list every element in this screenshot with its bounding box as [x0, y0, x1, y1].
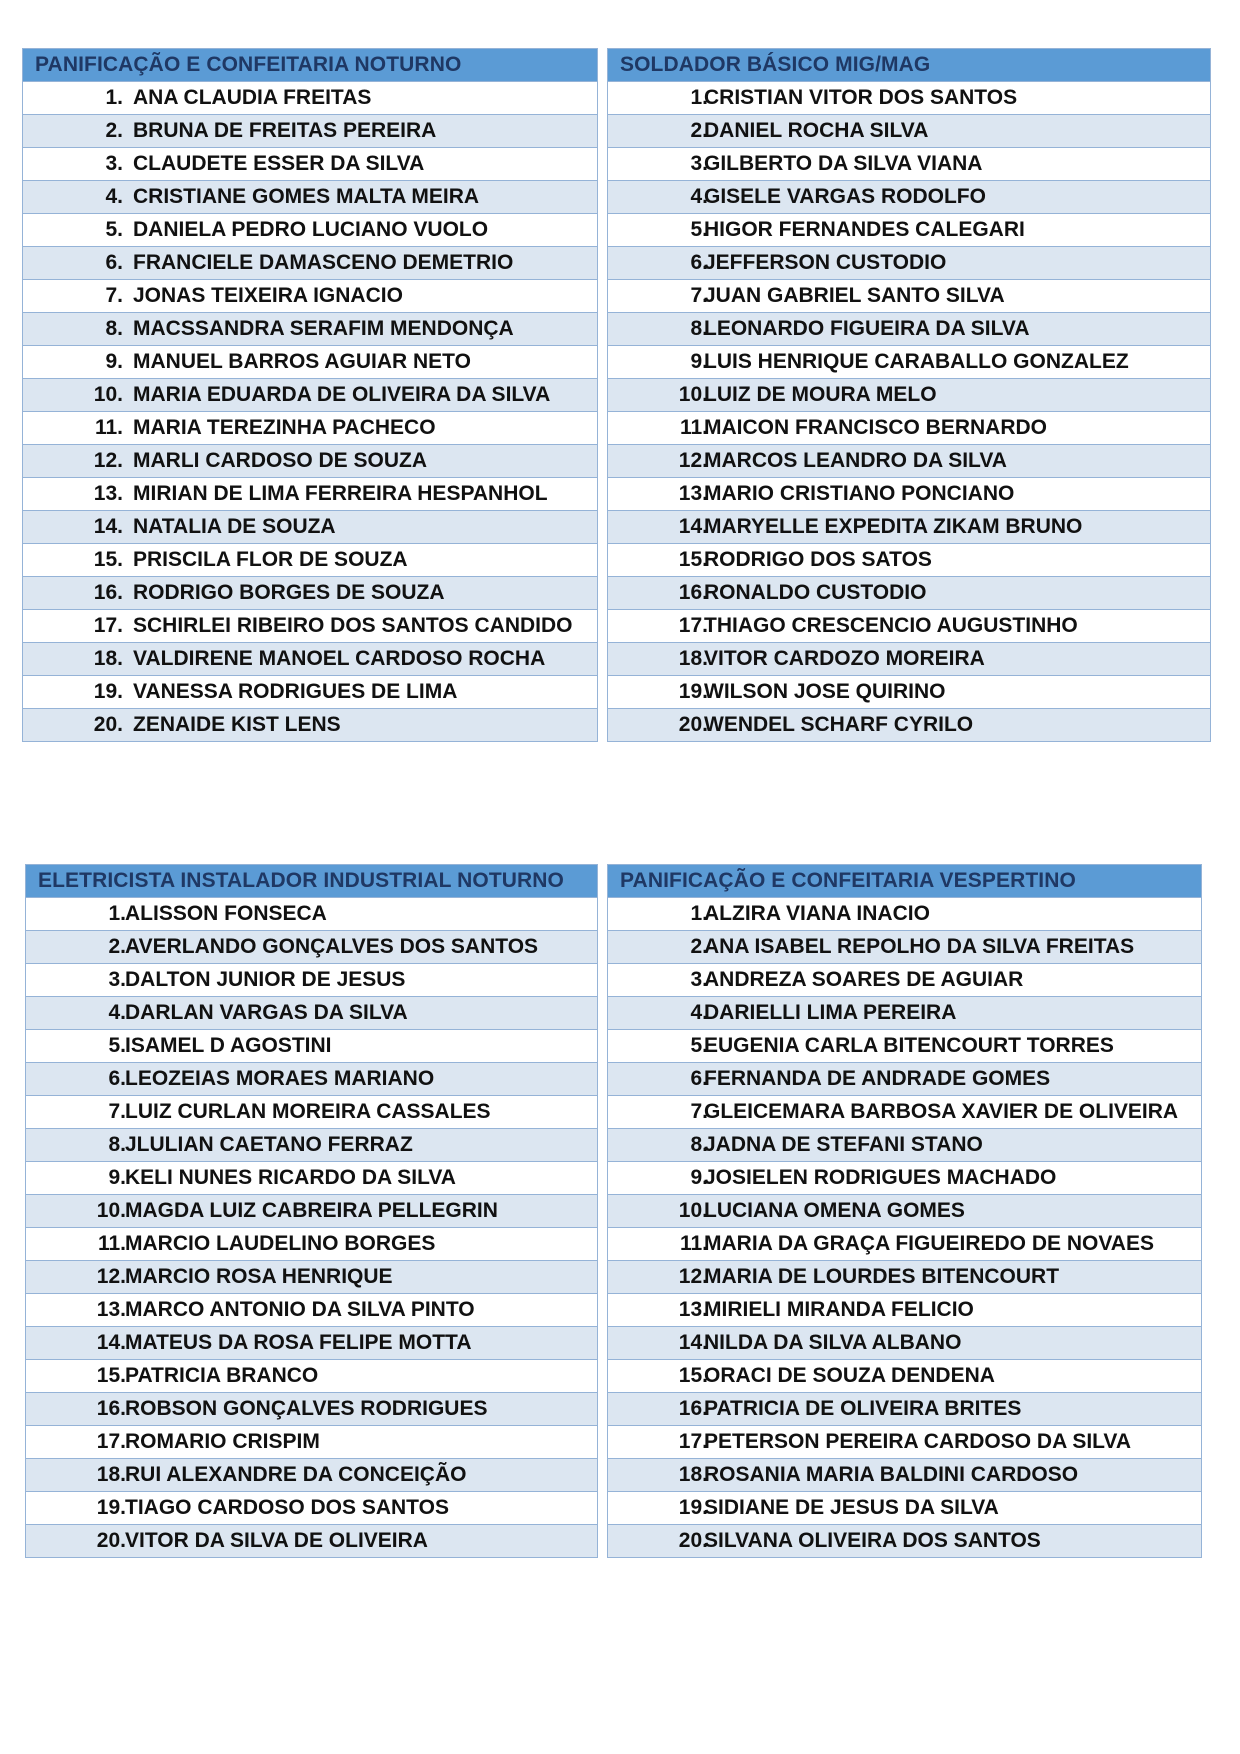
participant-name: RONALDO CUSTODIO [704, 581, 927, 604]
table-row [608, 1326, 1201, 1359]
table-row [608, 543, 1210, 576]
table-row [26, 1194, 597, 1227]
table-row [23, 312, 597, 345]
participant-name: JADNA DE STEFANI STANO [704, 1133, 983, 1156]
row-number: 1. [108, 902, 126, 925]
participant-name: JEFFERSON CUSTODIO [704, 251, 947, 274]
table-row [608, 1359, 1201, 1392]
table-row [23, 147, 597, 180]
participant-name: JUAN GABRIEL SANTO SILVA [704, 284, 1005, 307]
participant-name: RODRIGO BORGES DE SOUZA [133, 581, 445, 604]
table-row [608, 1161, 1201, 1194]
row-number: 3. [690, 152, 708, 175]
table-row [26, 1425, 597, 1458]
row-number: 3. [108, 968, 126, 991]
row-number: 19. [96, 1496, 126, 1519]
table-row [608, 576, 1210, 609]
row-number: 10. [96, 1199, 126, 1222]
row-number: 4. [690, 185, 708, 208]
table-row [608, 1491, 1201, 1524]
participant-name: ANDREZA SOARES DE AGUIAR [704, 968, 1024, 991]
table-row [26, 1095, 597, 1128]
row-number: 12. [678, 1265, 708, 1288]
table-row [608, 411, 1210, 444]
table-row [608, 642, 1210, 675]
participant-name: MATEUS DA ROSA FELIPE MOTTA [125, 1331, 472, 1354]
row-number: 8. [690, 1133, 708, 1156]
row-number: 12. [93, 449, 123, 472]
table-row [23, 114, 597, 147]
participant-name: RODRIGO DOS SATOS [704, 548, 932, 571]
table-row [608, 609, 1210, 642]
table-row [608, 510, 1210, 543]
participant-name: EUGENIA CARLA BITENCOURT TORRES [704, 1034, 1114, 1057]
table-row [608, 1128, 1201, 1161]
row-number: 1. [690, 86, 708, 109]
table-row [23, 510, 597, 543]
participant-name: WENDEL SCHARF CYRILO [704, 713, 974, 736]
participant-name: DANIELA PEDRO LUCIANO VUOLO [133, 218, 489, 241]
row-number: 14. [93, 515, 123, 538]
participant-name: ORACI DE SOUZA DENDENA [704, 1364, 995, 1387]
row-number: 17. [678, 614, 708, 637]
row-number: 15. [93, 548, 123, 571]
participant-name: MARCIO LAUDELINO BORGES [125, 1232, 436, 1255]
row-number: 11. [679, 416, 708, 439]
table-title: PANIFICAÇÃO E CONFEITARIA NOTURNO [23, 49, 597, 81]
row-number: 17. [678, 1430, 708, 1453]
table-row [26, 1458, 597, 1491]
participant-name: LEONARDO FIGUEIRA DA SILVA [704, 317, 1030, 340]
participant-name: ALZIRA VIANA INACIO [704, 902, 930, 925]
row-number: 9. [690, 1166, 708, 1189]
table-row [23, 675, 597, 708]
row-number: 6. [108, 1067, 126, 1090]
row-number: 14. [678, 515, 708, 538]
table-row [608, 1293, 1201, 1326]
table-row [23, 279, 597, 312]
participant-name: ROSANIA MARIA BALDINI CARDOSO [704, 1463, 1079, 1486]
participant-name: MACSSANDRA SERAFIM MENDONÇA [133, 317, 514, 340]
participant-name: JONAS TEIXEIRA IGNACIO [133, 284, 403, 307]
table-row [26, 1524, 597, 1557]
participant-name: DARIELLI LIMA PEREIRA [704, 1001, 957, 1024]
row-number: 5. [690, 1034, 708, 1057]
participant-name: CRISTIAN VITOR DOS SANTOS [704, 86, 1018, 109]
row-number: 2. [105, 119, 123, 142]
row-number: 7. [108, 1100, 126, 1123]
table-row [26, 1029, 597, 1062]
table-row [26, 1161, 597, 1194]
table-row [23, 477, 597, 510]
table-row [608, 345, 1210, 378]
row-number: 3. [105, 152, 123, 175]
row-number: 10. [678, 383, 708, 406]
row-number: 10. [678, 1199, 708, 1222]
row-number: 16. [96, 1397, 126, 1420]
table-row [23, 444, 597, 477]
participant-name: PATRICIA BRANCO [125, 1364, 319, 1387]
table-row [23, 411, 597, 444]
participant-name: FERNANDA DE ANDRADE GOMES [704, 1067, 1051, 1090]
table-row [608, 1260, 1201, 1293]
participant-name: ROMARIO CRISPIM [125, 1430, 320, 1453]
table-row [23, 708, 597, 741]
participant-name: VITOR DA SILVA DE OLIVEIRA [125, 1529, 428, 1552]
row-number: 13. [96, 1298, 126, 1321]
participant-name: PETERSON PEREIRA CARDOSO DA SILVA [704, 1430, 1132, 1453]
row-number: 1. [690, 902, 708, 925]
row-number: 9. [105, 350, 123, 373]
table-row [23, 378, 597, 411]
participant-name: MARIA DA GRAÇA FIGUEIREDO DE NOVAES [704, 1232, 1154, 1255]
row-number: 8. [105, 317, 123, 340]
table-row [608, 1029, 1201, 1062]
table-body [608, 81, 1210, 741]
table-soldador-basico [607, 48, 1211, 742]
participant-name: CRISTIANE GOMES MALTA MEIRA [133, 185, 480, 208]
table-row [608, 279, 1210, 312]
participant-name: MARCO ANTONIO DA SILVA PINTO [125, 1298, 475, 1321]
participant-name: MIRIAN DE LIMA FERREIRA HESPANHOL [133, 482, 548, 505]
table-body [608, 897, 1201, 1557]
participant-name: PATRICIA DE OLIVEIRA BRITES [704, 1397, 1022, 1420]
table-row [23, 576, 597, 609]
row-number: 12. [678, 449, 708, 472]
table-row [608, 81, 1210, 114]
row-number: 19. [93, 680, 123, 703]
participant-name: PRISCILA FLOR DE SOUZA [133, 548, 408, 571]
table-row [608, 897, 1201, 930]
participant-name: LUIZ DE MOURA MELO [704, 383, 937, 406]
row-number: 11. [94, 416, 123, 439]
table-row [608, 180, 1210, 213]
participant-name: THIAGO CRESCENCIO AUGUSTINHO [704, 614, 1078, 637]
table-row [26, 897, 597, 930]
row-number: 6. [690, 251, 708, 274]
row-number: 2. [690, 119, 708, 142]
row-number: 3. [690, 968, 708, 991]
row-number: 16. [93, 581, 123, 604]
table-row [23, 345, 597, 378]
row-number: 20. [678, 713, 708, 736]
table-title: ELETRICISTA INSTALADOR INDUSTRIAL NOTURNO [26, 865, 597, 897]
row-number: 11. [679, 1232, 708, 1255]
row-number: 13. [678, 482, 708, 505]
table-row [608, 378, 1210, 411]
table-row [608, 1392, 1201, 1425]
row-number: 7. [105, 284, 123, 307]
participant-name: DARLAN VARGAS DA SILVA [125, 1001, 408, 1024]
row-number: 12. [96, 1265, 126, 1288]
row-number: 9. [108, 1166, 126, 1189]
table-row [26, 963, 597, 996]
participant-name: MARIO CRISTIANO PONCIANO [704, 482, 1015, 505]
row-number: 14. [96, 1331, 126, 1354]
participant-name: LEOZEIAS MORAES MARIANO [125, 1067, 435, 1090]
row-number: 13. [678, 1298, 708, 1321]
table-row [26, 1491, 597, 1524]
table-row [23, 81, 597, 114]
row-number: 6. [105, 251, 123, 274]
row-number: 4. [108, 1001, 126, 1024]
row-number: 7. [690, 284, 708, 307]
row-number: 5. [105, 218, 123, 241]
table-title: PANIFICAÇÃO E CONFEITARIA VESPERTINO [608, 865, 1201, 897]
participant-name: HIGOR FERNANDES CALEGARI [704, 218, 1025, 241]
table-row [26, 1326, 597, 1359]
row-number: 10. [93, 383, 123, 406]
table-row [608, 930, 1201, 963]
table-row [608, 444, 1210, 477]
participant-name: MARIA TEREZINHA PACHECO [133, 416, 436, 439]
table-row [608, 1227, 1201, 1260]
row-number: 18. [678, 647, 708, 670]
row-number: 8. [690, 317, 708, 340]
row-number: 20. [96, 1529, 126, 1552]
participant-name: MANUEL BARROS AGUIAR NETO [133, 350, 471, 373]
table-row [608, 1524, 1201, 1557]
row-number: 4. [105, 185, 123, 208]
table-row [26, 1227, 597, 1260]
row-number: 18. [93, 647, 123, 670]
table-row [26, 1359, 597, 1392]
participant-name: NATALIA DE SOUZA [133, 515, 336, 538]
participant-name: GLEICEMARA BARBOSA XAVIER DE OLIVEIRA [704, 1100, 1179, 1123]
participant-name: DANIEL ROCHA SILVA [704, 119, 929, 142]
participant-name: MARIA EDUARDA DE OLIVEIRA DA SILVA [133, 383, 551, 406]
participant-name: JOSIELEN RODRIGUES MACHADO [704, 1166, 1057, 1189]
table-row [23, 213, 597, 246]
participant-name: FRANCIELE DAMASCENO DEMETRIO [133, 251, 514, 274]
table-body [26, 897, 597, 1557]
row-number: 16. [678, 1397, 708, 1420]
row-number: 1. [105, 86, 123, 109]
participant-name: VITOR CARDOZO MOREIRA [704, 647, 985, 670]
participant-name: ISAMEL D AGOSTINI [125, 1034, 332, 1057]
table-title: SOLDADOR BÁSICO MIG/MAG [608, 49, 1210, 81]
participant-name: MARCIO ROSA HENRIQUE [125, 1265, 393, 1288]
participant-name: CLAUDETE ESSER DA SILVA [133, 152, 425, 175]
participant-name: SILVANA OLIVEIRA DOS SANTOS [704, 1529, 1041, 1552]
table-row [26, 996, 597, 1029]
row-number: 17. [93, 614, 123, 637]
table-row [608, 1425, 1201, 1458]
row-number: 15. [96, 1364, 126, 1387]
table-row [608, 114, 1210, 147]
participant-name: GILBERTO DA SILVA VIANA [704, 152, 983, 175]
participant-name: NILDA DA SILVA ALBANO [704, 1331, 962, 1354]
row-number: 15. [678, 1364, 708, 1387]
table-row [23, 642, 597, 675]
row-number: 19. [678, 680, 708, 703]
table-row [23, 609, 597, 642]
participant-name: MIRIELI MIRANDA FELICIO [704, 1298, 974, 1321]
participant-name: ALISSON FONSECA [125, 902, 327, 925]
row-number: 16. [678, 581, 708, 604]
participant-name: VANESSA RODRIGUES DE LIMA [133, 680, 458, 703]
table-row [608, 963, 1201, 996]
table-row [608, 1194, 1201, 1227]
participant-name: LUCIANA OMENA GOMES [704, 1199, 965, 1222]
table-row [608, 147, 1210, 180]
row-number: 7. [690, 1100, 708, 1123]
table-row [26, 1128, 597, 1161]
participant-name: MARCOS LEANDRO DA SILVA [704, 449, 1007, 472]
participant-name: MAGDA LUIZ CABREIRA PELLEGRIN [125, 1199, 498, 1222]
table-row [26, 1062, 597, 1095]
participant-name: AVERLANDO GONÇALVES DOS SANTOS [125, 935, 539, 958]
participant-name: MARYELLE EXPEDITA ZIKAM BRUNO [704, 515, 1083, 538]
table-row [608, 1062, 1201, 1095]
participant-name: MARIA DE LOURDES BITENCOURT [704, 1265, 1060, 1288]
table-row [608, 708, 1210, 741]
participant-name: KELI NUNES RICARDO DA SILVA [125, 1166, 456, 1189]
participant-name: MARLI CARDOSO DE SOUZA [133, 449, 427, 472]
participant-name: ANA CLAUDIA FREITAS [133, 86, 372, 109]
row-number: 15. [678, 548, 708, 571]
row-number: 13. [93, 482, 123, 505]
row-number: 18. [96, 1463, 126, 1486]
table-row [26, 1293, 597, 1326]
row-number: 20. [678, 1529, 708, 1552]
table-row [608, 996, 1201, 1029]
row-number: 20. [93, 713, 123, 736]
table-row [23, 180, 597, 213]
participant-name: ROBSON GONÇALVES RODRIGUES [125, 1397, 488, 1420]
participant-name: JLULIAN CAETANO FERRAZ [125, 1133, 413, 1156]
row-number: 5. [690, 218, 708, 241]
participant-name: ZENAIDE KIST LENS [133, 713, 341, 736]
row-number: 2. [690, 935, 708, 958]
participant-name: DALTON JUNIOR DE JESUS [125, 968, 406, 991]
participant-name: SCHIRLEI RIBEIRO DOS SANTOS CANDIDO [133, 614, 573, 637]
row-number: 8. [108, 1133, 126, 1156]
participant-name: WILSON JOSE QUIRINO [704, 680, 946, 703]
row-number: 4. [690, 1001, 708, 1024]
participant-name: LUIS HENRIQUE CARABALLO GONZALEZ [704, 350, 1129, 373]
participant-name: BRUNA DE FREITAS PEREIRA [133, 119, 437, 142]
participant-name: LUIZ CURLAN MOREIRA CASSALES [125, 1100, 491, 1123]
row-number: 2. [108, 935, 126, 958]
row-number: 19. [678, 1496, 708, 1519]
table-row [608, 1095, 1201, 1128]
row-number: 9. [690, 350, 708, 373]
participant-name: MAICON FRANCISCO BERNARDO [704, 416, 1047, 439]
table-panificacao-noturno [22, 48, 598, 742]
table-row [608, 1458, 1201, 1491]
table-row [608, 312, 1210, 345]
row-number: 5. [108, 1034, 126, 1057]
row-number: 6. [690, 1067, 708, 1090]
table-row [608, 675, 1210, 708]
table-row [608, 477, 1210, 510]
row-number: 17. [96, 1430, 126, 1453]
row-number: 18. [678, 1463, 708, 1486]
table-row [608, 246, 1210, 279]
table-body [23, 81, 597, 741]
table-row [608, 213, 1210, 246]
row-number: 11. [97, 1232, 126, 1255]
table-row [26, 1260, 597, 1293]
participant-name: TIAGO CARDOSO DOS SANTOS [125, 1496, 449, 1519]
table-eletricista-noturno [25, 864, 598, 1558]
participant-name: RUI ALEXANDRE DA CONCEIÇÃO [125, 1463, 467, 1486]
participant-name: VALDIRENE MANOEL CARDOSO ROCHA [133, 647, 546, 670]
table-row [23, 543, 597, 576]
table-row [26, 1392, 597, 1425]
participant-name: GISELE VARGAS RODOLFO [704, 185, 986, 208]
table-row [26, 930, 597, 963]
participant-name: ANA ISABEL REPOLHO DA SILVA FREITAS [704, 935, 1135, 958]
row-number: 14. [678, 1331, 708, 1354]
participant-name: SIDIANE DE JESUS DA SILVA [704, 1496, 999, 1519]
table-row [23, 246, 597, 279]
table-panificacao-vespertino [607, 864, 1202, 1558]
